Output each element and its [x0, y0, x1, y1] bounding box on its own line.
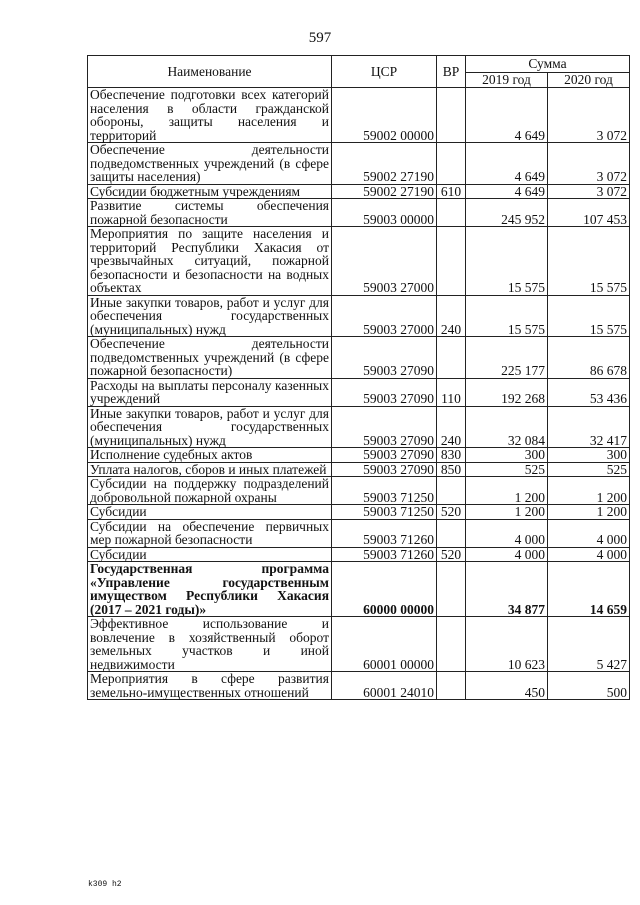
- table-row: [88, 295, 630, 337]
- row-vr: 110: [437, 378, 466, 406]
- row-csr: 59003 71250: [332, 477, 437, 505]
- row-vr: [437, 562, 466, 617]
- row-sum-2020: 53 436: [548, 378, 630, 406]
- row-vr: [437, 199, 466, 227]
- table-row: [88, 505, 630, 520]
- row-name: Исполнение судебных актов: [88, 448, 332, 463]
- table-body: [88, 88, 630, 700]
- row-sum-2020: 15 575: [548, 295, 630, 337]
- row-sum-2019: 300: [466, 448, 548, 463]
- row-name: Уплата налогов, сборов и иных платежей: [88, 462, 332, 477]
- row-sum-2019: 32 084: [466, 406, 548, 448]
- row-sum-2020: 15 575: [548, 227, 630, 296]
- row-vr: [437, 672, 466, 700]
- row-sum-2019: 34 877: [466, 562, 548, 617]
- row-csr: 59002 27190: [332, 143, 437, 185]
- table-row: [88, 617, 630, 672]
- row-csr: 60001 24010: [332, 672, 437, 700]
- row-vr: [437, 227, 466, 296]
- row-sum-2020: 1 200: [548, 477, 630, 505]
- row-sum-2019: 245 952: [466, 199, 548, 227]
- header-vr: ВР: [437, 56, 466, 88]
- row-name: Обеспечение деятельности подведомственных учреждений (в сфере защиты населения): [88, 143, 332, 185]
- row-csr: 59003 00000: [332, 199, 437, 227]
- row-name: Иные закупки товаров, работ и услуг для обеспечения государственных (муниципальных) нужд: [88, 295, 332, 337]
- row-vr: 240: [437, 406, 466, 448]
- row-sum-2019: 1 200: [466, 505, 548, 520]
- row-vr: [437, 337, 466, 379]
- row-name: Мероприятия по защите населения и территорий Республики Хакасия от чрезвычайных ситуаций, пожарной безопасности и безопасности на водных объектах: [88, 227, 332, 296]
- budget-table: [87, 55, 630, 700]
- header-sum: Сумма: [466, 56, 630, 73]
- row-csr: 59003 27000: [332, 227, 437, 296]
- row-sum-2020: 32 417: [548, 406, 630, 448]
- row-vr: 520: [437, 505, 466, 520]
- row-vr: [437, 143, 466, 185]
- row-csr: 59003 27090: [332, 378, 437, 406]
- row-sum-2020: 4 000: [548, 519, 630, 547]
- row-sum-2019: 225 177: [466, 337, 548, 379]
- table-row: [88, 378, 630, 406]
- row-sum-2020: 107 453: [548, 199, 630, 227]
- row-name: Обеспечение деятельности подведомственных учреждений (в сфере пожарной безопасности): [88, 337, 332, 379]
- table-row: [88, 448, 630, 463]
- row-sum-2020: 500: [548, 672, 630, 700]
- row-sum-2020: 86 678: [548, 337, 630, 379]
- row-sum-2020: 14 659: [548, 562, 630, 617]
- row-vr: [437, 519, 466, 547]
- table-row: [88, 227, 630, 296]
- row-csr: 60001 00000: [332, 617, 437, 672]
- table-row: [88, 477, 630, 505]
- row-vr: [437, 88, 466, 143]
- row-csr: 59003 71260: [332, 547, 437, 562]
- table-row: [88, 337, 630, 379]
- row-name: Расходы на выплаты персоналу казенных учреждений: [88, 378, 332, 406]
- row-csr: 59002 27190: [332, 184, 437, 199]
- row-name: Обеспечение подготовки всех категорий населения в области гражданской обороны, защиты населения и территорий: [88, 88, 332, 143]
- row-vr: 240: [437, 295, 466, 337]
- row-name: Развитие системы обеспечения пожарной безопасности: [88, 199, 332, 227]
- table-row: [88, 672, 630, 700]
- table-row: [88, 406, 630, 448]
- header-year-2019: 2019 год: [466, 73, 548, 88]
- row-csr: 59003 27000: [332, 295, 437, 337]
- row-csr: 60000 00000: [332, 562, 437, 617]
- row-sum-2020: 300: [548, 448, 630, 463]
- row-name: Эффективное использование и вовлечение в хозяйственный оборот земельных участков и иной недвижимости: [88, 617, 332, 672]
- row-vr: 830: [437, 448, 466, 463]
- table-row: [88, 462, 630, 477]
- row-name: Субсидии бюджетным учреждениям: [88, 184, 332, 199]
- header-csr: ЦСР: [332, 56, 437, 88]
- row-name: Субсидии: [88, 505, 332, 520]
- row-name: Субсидии на поддержку подразделений добровольной пожарной охраны: [88, 477, 332, 505]
- row-sum-2019: 4 649: [466, 184, 548, 199]
- table-row: [88, 143, 630, 185]
- footer-code: k309 h2: [88, 880, 122, 889]
- row-csr: 59003 27090: [332, 406, 437, 448]
- table-row: [88, 562, 630, 617]
- row-name: Иные закупки товаров, работ и услуг для обеспечения государственных (муниципальных) нужд: [88, 406, 332, 448]
- row-vr: [437, 477, 466, 505]
- row-sum-2019: 4 000: [466, 547, 548, 562]
- row-sum-2019: 525: [466, 462, 548, 477]
- table-row: [88, 88, 630, 143]
- table-row: [88, 519, 630, 547]
- header-year-2020: 2020 год: [548, 73, 630, 88]
- page-number: 597: [308, 30, 332, 46]
- row-csr: 59003 27090: [332, 448, 437, 463]
- row-vr: 520: [437, 547, 466, 562]
- row-name: Субсидии: [88, 547, 332, 562]
- row-sum-2019: 4 000: [466, 519, 548, 547]
- row-sum-2019: 15 575: [466, 295, 548, 337]
- row-vr: 610: [437, 184, 466, 199]
- table-row: [88, 547, 630, 562]
- row-name: Субсидии на обеспечение первичных мер пожарной безопасности: [88, 519, 332, 547]
- row-vr: [437, 617, 466, 672]
- row-name: Государственная программа «Управление государственным имуществом Республики Хакасия (2017 – 2021 годы)»: [88, 562, 332, 617]
- row-sum-2020: 3 072: [548, 184, 630, 199]
- row-sum-2020: 3 072: [548, 143, 630, 185]
- row-sum-2020: 1 200: [548, 505, 630, 520]
- row-sum-2019: 4 649: [466, 143, 548, 185]
- row-sum-2019: 10 623: [466, 617, 548, 672]
- row-sum-2019: 192 268: [466, 378, 548, 406]
- row-csr: 59003 27090: [332, 337, 437, 379]
- row-csr: 59003 71250: [332, 505, 437, 520]
- row-csr: 59003 27090: [332, 462, 437, 477]
- row-name: Мероприятия в сфере развития земельно-имущественных отношений: [88, 672, 332, 700]
- row-csr: 59003 71260: [332, 519, 437, 547]
- row-sum-2020: 5 427: [548, 617, 630, 672]
- row-sum-2020: 525: [548, 462, 630, 477]
- row-sum-2020: 4 000: [548, 547, 630, 562]
- row-sum-2019: 450: [466, 672, 548, 700]
- row-csr: 59002 00000: [332, 88, 437, 143]
- row-vr: 850: [437, 462, 466, 477]
- row-sum-2019: 4 649: [466, 88, 548, 143]
- row-sum-2019: 15 575: [466, 227, 548, 296]
- row-sum-2019: 1 200: [466, 477, 548, 505]
- table-row: [88, 199, 630, 227]
- row-sum-2020: 3 072: [548, 88, 630, 143]
- header-name: Наименование: [88, 56, 332, 88]
- table-row: [88, 184, 630, 199]
